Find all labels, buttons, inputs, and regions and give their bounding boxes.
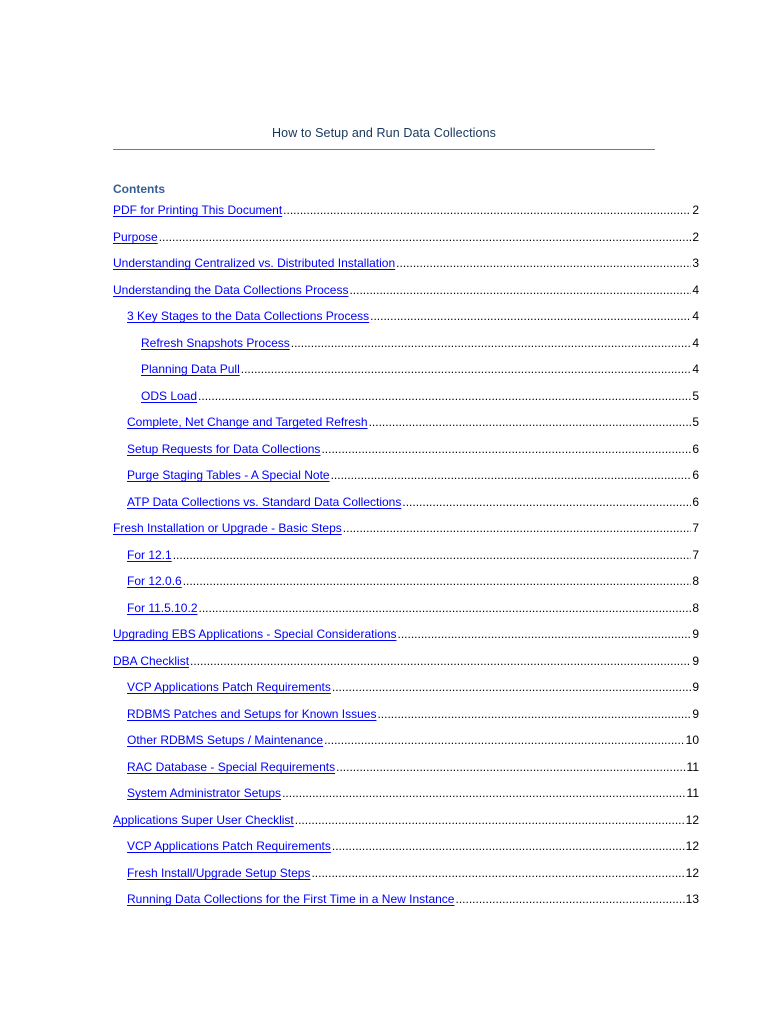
toc-dot-leader [190, 652, 691, 670]
toc-dot-leader [199, 599, 692, 617]
toc-entry [127, 890, 699, 908]
toc-entry [113, 281, 699, 299]
toc-page-number: 9 [692, 707, 699, 721]
toc-entry [127, 864, 699, 882]
toc-page-number: 4 [692, 362, 699, 376]
toc-page-number: 11 [686, 786, 699, 800]
toc-entry [127, 440, 699, 458]
toc-entry [127, 572, 699, 590]
toc-link[interactable]: Setup Requests for Data Collections [127, 442, 321, 456]
toc-link[interactable]: System Administrator Setups [127, 786, 282, 800]
toc-entry [127, 493, 699, 511]
toc-link[interactable]: Purpose [113, 230, 158, 244]
toc-entry [127, 546, 699, 564]
toc-dot-leader [321, 440, 691, 458]
toc-entry [113, 811, 699, 829]
toc-dot-leader [370, 307, 691, 325]
toc-page-number: 7 [692, 521, 699, 535]
toc-page-number: 9 [692, 680, 699, 694]
toc-dot-leader [331, 466, 692, 484]
toc-link[interactable]: Complete, Net Change and Targeted Refresh [127, 415, 368, 429]
toc-dot-leader [343, 519, 692, 537]
toc-page-number: 2 [692, 230, 699, 244]
toc-entry [113, 228, 699, 246]
toc-link[interactable]: RDBMS Patches and Setups for Known Issues [127, 707, 377, 721]
toc-dot-leader [173, 546, 692, 564]
toc-link[interactable]: Refresh Snapshots Process [141, 336, 290, 350]
contents-heading: Contents [113, 182, 165, 196]
toc-link[interactable]: VCP Applications Patch Requirements [127, 839, 331, 853]
toc-dot-leader [349, 281, 691, 299]
toc-link[interactable]: For 12.1 [127, 548, 172, 562]
toc-entry [127, 837, 699, 855]
toc-page-number: 10 [685, 733, 699, 747]
toc-link[interactable]: PDF for Printing This Document [113, 203, 283, 217]
toc-dot-leader [377, 705, 691, 723]
toc-dot-leader [183, 572, 692, 590]
toc-link[interactable]: VCP Applications Patch Requirements [127, 680, 331, 694]
toc-link[interactable]: ATP Data Collections vs. Standard Data Collections [127, 495, 402, 509]
toc-link[interactable]: 3 Key Stages to the Data Collections Process [127, 309, 370, 323]
toc-link[interactable]: Applications Super User Checklist [113, 813, 294, 827]
toc-entry [127, 731, 699, 749]
toc-dot-leader [295, 811, 685, 829]
toc-page-number: 4 [692, 336, 699, 350]
toc-page-number: 6 [692, 468, 699, 482]
toc-link[interactable]: Upgrading EBS Applications - Special Considerations [113, 627, 397, 641]
toc-link[interactable]: Understanding Centralized vs. Distributed Installation [113, 256, 396, 270]
toc-entry [113, 652, 699, 670]
toc-dot-leader [311, 864, 684, 882]
toc-entry [127, 705, 699, 723]
toc-page-number: 6 [692, 442, 699, 456]
toc-link[interactable]: Planning Data Pull [141, 362, 240, 376]
toc-dot-leader [455, 890, 684, 908]
toc-entry [127, 466, 699, 484]
toc-dot-leader [324, 731, 685, 749]
document-title: How to Setup and Run Data Collections [272, 126, 496, 140]
toc-page-number: 4 [692, 283, 699, 297]
toc-entry [113, 625, 699, 643]
toc-page-number: 5 [692, 389, 699, 403]
toc-entry [127, 413, 699, 431]
toc-dot-leader [282, 784, 685, 802]
toc-entry [127, 307, 699, 325]
toc-dot-leader [283, 201, 691, 219]
toc-page-number: 12 [685, 839, 699, 853]
toc-page-number: 5 [692, 415, 699, 429]
toc-page-number: 11 [686, 760, 699, 774]
toc-dot-leader [241, 360, 692, 378]
toc-link[interactable]: ODS Load [141, 389, 198, 403]
toc-page-number: 8 [692, 601, 699, 615]
toc-entry [141, 360, 699, 378]
toc-dot-leader [332, 837, 685, 855]
toc-entry [113, 254, 699, 272]
toc-page-number: 13 [685, 892, 699, 906]
toc-link[interactable]: Running Data Collections for the First Time in a New Instance [127, 892, 455, 906]
toc-dot-leader [402, 493, 691, 511]
toc-link[interactable]: Fresh Installation or Upgrade - Basic Steps [113, 521, 342, 535]
toc-page-number: 3 [692, 256, 699, 270]
toc-dot-leader [332, 678, 691, 696]
toc-dot-leader [159, 228, 692, 246]
toc-page-number: 2 [692, 203, 699, 217]
toc-entry [113, 201, 699, 219]
toc-page-number: 9 [692, 627, 699, 641]
toc-dot-leader [291, 334, 692, 352]
toc-link[interactable]: RAC Database - Special Requirements [127, 760, 336, 774]
toc-page-number: 9 [692, 654, 699, 668]
toc-page-number: 6 [692, 495, 699, 509]
toc-entry [127, 678, 699, 696]
toc-dot-leader [198, 387, 691, 405]
toc-page-number: 8 [692, 574, 699, 588]
toc-link[interactable]: DBA Checklist [113, 654, 190, 668]
toc-dot-leader [396, 254, 691, 272]
toc-dot-leader [369, 413, 692, 431]
toc-entry [127, 599, 699, 617]
toc-link[interactable]: For 11.5.10.2 [127, 601, 198, 615]
toc-link[interactable]: Other RDBMS Setups / Maintenance [127, 733, 324, 747]
toc-page-number: 12 [685, 813, 699, 827]
toc-entry [141, 334, 699, 352]
toc-entry [127, 758, 699, 776]
toc-entry [127, 784, 699, 802]
toc-link[interactable]: Understanding the Data Collections Process [113, 283, 349, 297]
toc-dot-leader [336, 758, 685, 776]
toc-link[interactable]: Purge Staging Tables - A Special Note [127, 468, 330, 482]
toc-page-number: 4 [692, 309, 699, 323]
toc-entry [141, 387, 699, 405]
toc-page-number: 12 [685, 866, 699, 880]
toc-dot-leader [398, 625, 692, 643]
toc-link[interactable]: Fresh Install/Upgrade Setup Steps [127, 866, 311, 880]
toc-link[interactable]: For 12.0.6 [127, 574, 182, 588]
toc-page-number: 7 [692, 548, 699, 562]
toc-entry [113, 519, 699, 537]
